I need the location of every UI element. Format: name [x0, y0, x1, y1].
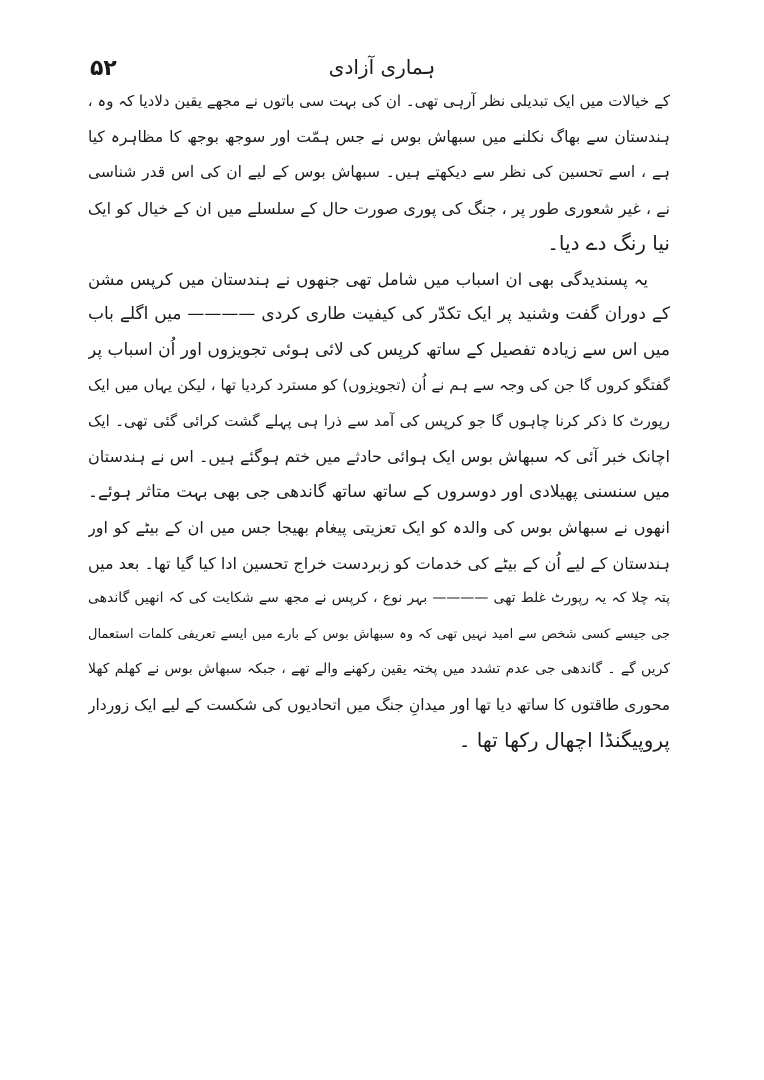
text-line: کے خیالات میں ایک تبدیلی نظر آرہی تھی۔ ان کی بہت سی باتوں نے مجھے یقین دلادیا کہ وہ ، — [88, 92, 670, 110]
body-text — [88, 84, 670, 759]
text-line: انھوں نے سبھاش بوس کی والدہ کو ایک تعزیتی پیغام بھیجا جس میں ان کے بیٹے کو اور — [88, 518, 670, 537]
text-line: پروپیگنڈا اچھال رکھا تھا ۔ — [458, 728, 670, 752]
text-line: پتہ چلا کہ یہ رپورٹ غلط تھی ———— بہر نوع ، کرپس نے مجھ سے شکایت کی کہ انھیں گاندھی — [88, 590, 670, 606]
text-line: کریں گے ۔ گاندھی جی عدم تشدد میں پختہ یقین رکھنے والے تھے ، جبکہ سبھاش بوس نے کھلم کھلا — [88, 661, 670, 677]
text-line: جی جیسے کسی شخص سے امید نہیں تھی کہ وہ سبھاش بوس کے بارے میں ایسے تعریفی کلمات استعمال — [88, 626, 670, 642]
text-line: اچانک خبر آئی کہ سبھاش بوس ایک ہوائی حادثے میں ختم ہوگئے ہیں۔ اس نے ہندستان — [88, 447, 670, 466]
text-line: میں سنسنی پھیلادی اور دوسروں کے ساتھ ساتھ گاندھی جی بھی بہت متاثر ہوئے۔ — [88, 481, 670, 502]
page-number: ۵۲ — [90, 56, 117, 81]
text-line: ہے ، اسے تحسین کی نظر سے دیکھتے ہیں۔ سبھاش بوس کے لیے ان کی اس قدر شناسی — [88, 163, 670, 181]
text-line: رپورٹ کا ذکر کرنا چاہوں گا جو کرپس کی آمد سے ذرا ہی پہلے گشت کرائی گئی تھی۔ ایک — [88, 411, 670, 430]
text-line: محوری طاقتوں کا ساتھ دیا تھا اور میدانِ جنگ میں اتحادیوں کی شکست کے لیے ایک زوردار — [88, 695, 670, 714]
text-line: گفتگو کروں گا جن کی وجہ سے ہم نے اُن (تجویزوں) کو مسترد کردیا تھا ، لیکن یہاں میں ایک — [88, 376, 670, 394]
text-line: میں اس سے زیادہ تفصیل کے ساتھ کرپس کی لائی ہوئی تجویزوں اور اُن اسباب پر — [88, 339, 670, 360]
running-head: ہماری آزادی — [328, 55, 436, 79]
text-line: ہندستان کے لیے اُن کے بیٹے کی خدمات کو زبردست خراج تحسین ادا کیا گیا تھا۔ بعد میں — [88, 553, 670, 573]
paragraph-2 — [88, 262, 670, 759]
paragraph-1 — [88, 84, 670, 262]
text-line: نیا رنگ دے دیا۔ — [547, 231, 670, 255]
text-line: ہندستان سے بھاگ نکلنے میں سبھاش بوس نے جس ہمّت اور سوجھ بوجھ کا مظاہرہ کیا — [88, 127, 670, 146]
text-line: نے ، غیر شعوری طور پر ، جنگ کی پوری صورت حال کے سلسلے میں ان کے خیال کو ایک — [88, 198, 670, 218]
text-line: یہ پسندیدگی بھی ان اسباب میں شامل تھی جنھوں نے ہندستان میں کرپس مشن — [88, 269, 648, 289]
text-line: کے دوران گفت وشنید پر ایک تکدّر کی کیفیت طاری کردی ———— میں اگلے باب — [88, 304, 670, 324]
